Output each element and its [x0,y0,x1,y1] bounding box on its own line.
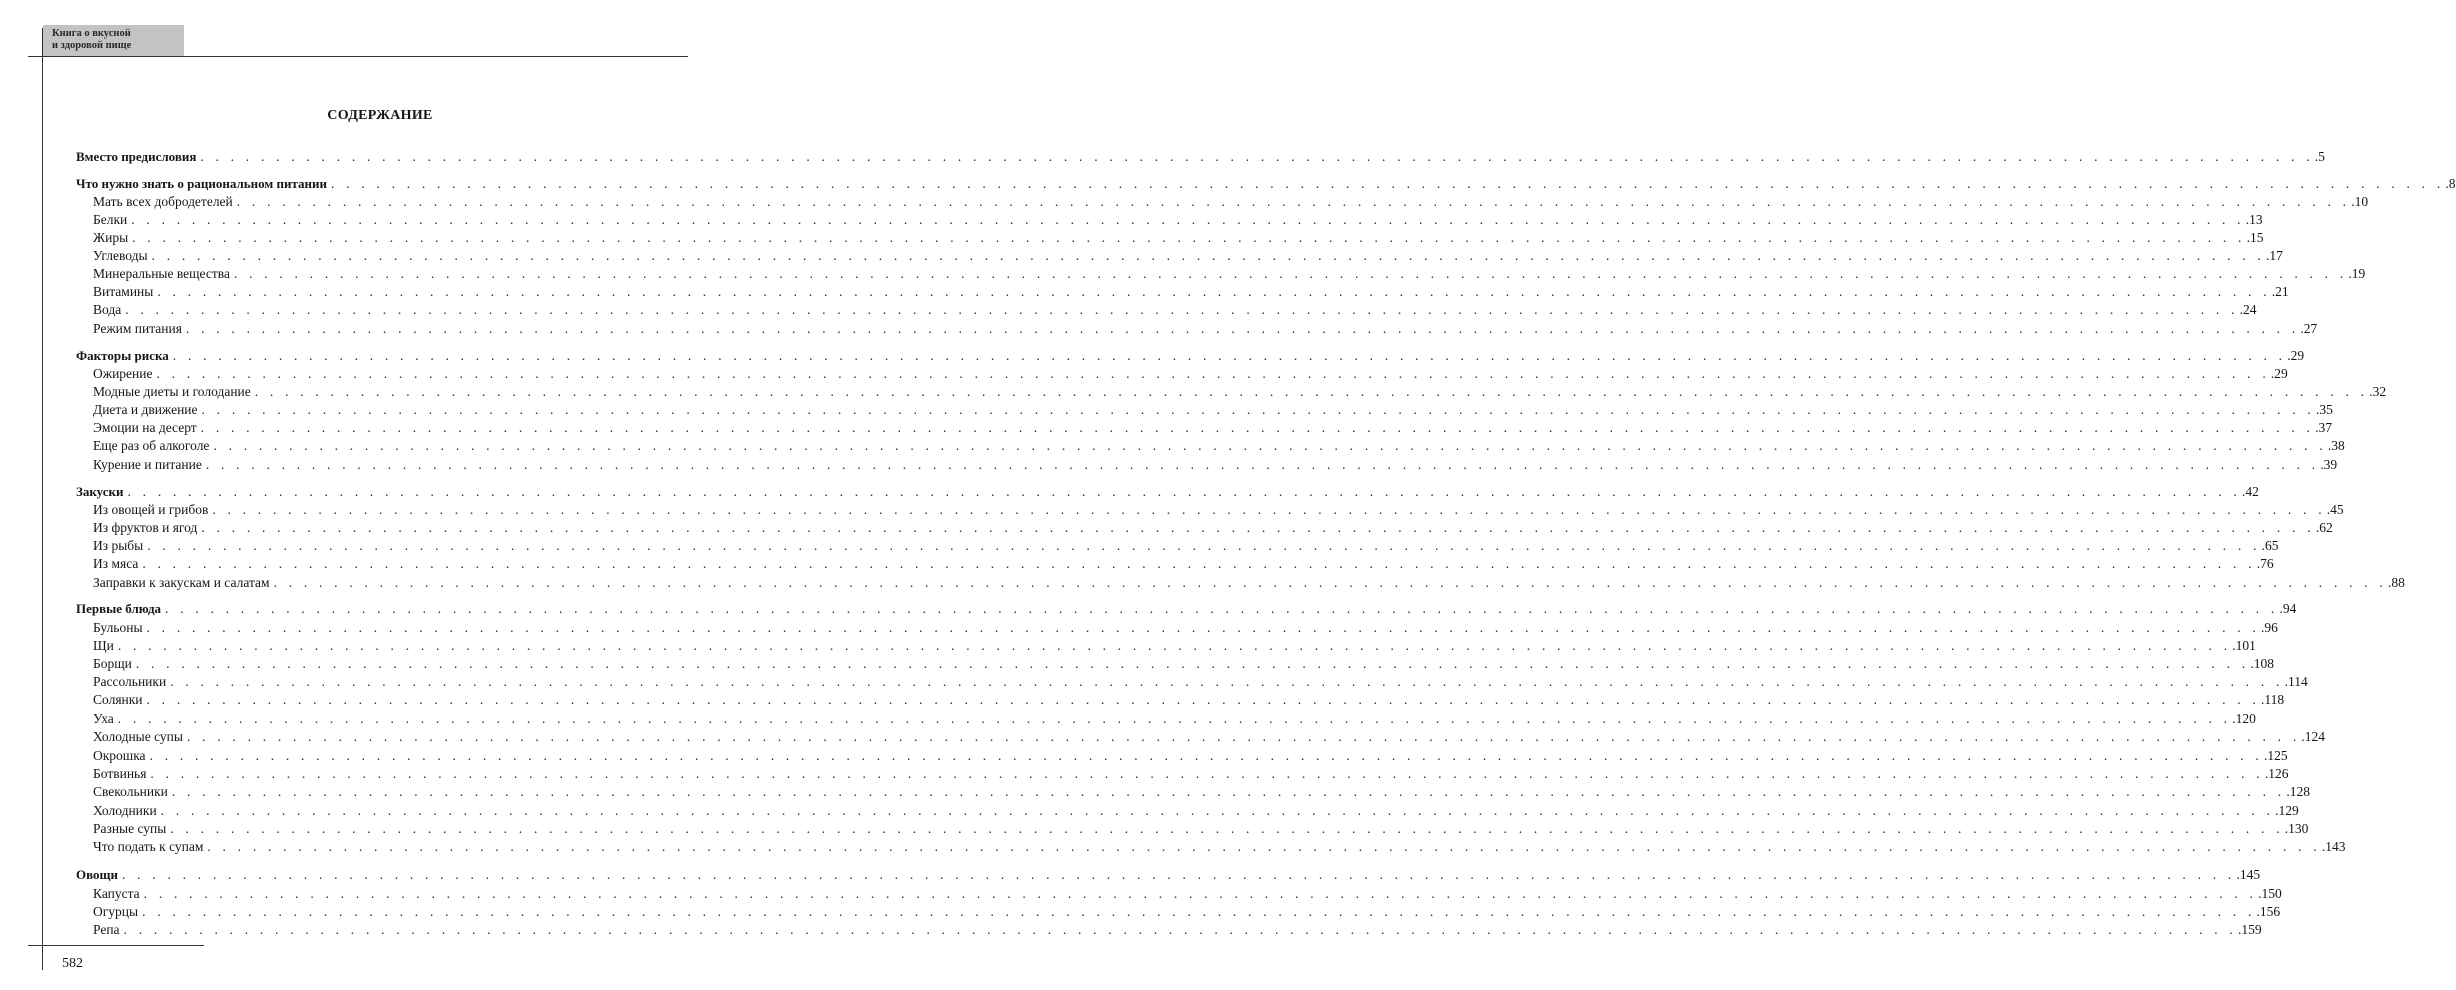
dot-leader: . . . . . . . . . . . . . . . . . . . . . . . . . . . . . . . . . . . . . . . . . . . . . . . . . . . . . . . . . . . . . . . . . . . . . . . . . . . . . . . . . . . . . . . . . . . . . . . . . . . . . . . . . . . . . . . . . . . . . . . . . . . . . . . . . . . . . . . . . . . . [123,922,2237,937]
dot-leader: . . . . . . . . . . . . . . . . . . . . . . . . . . . . . . . . . . . . . . . . . . . . . . . . . . . . . . . . . . . . . . . . . . . . . . . . . . . . . . . . . . . . . . . . . . . . . . . . . . . . . . . . . . . . . . . . . . . . . . . . . . . . . . . . . . . . . . . . . . . . [125,302,2239,317]
toc-entry-page: .108 [2250,656,2274,671]
toc-entry [93,781,2310,799]
toc-entry-label: Из фруктов и ягод [93,520,198,535]
toc-entry-page: .17 [2265,248,2283,263]
toc-entry-label: Минеральные вещества [93,266,230,281]
toc-entry-label: Холодные супы [93,729,183,744]
toc-entry-label: Из овощей и грибов [93,502,209,517]
toc-entry-label: Борщи [93,656,132,671]
dot-leader: . . . . . . . . . . . . . . . . . . . . . . . . . . . . . . . . . . . . . . . . . . . . . . . . . . . . . . . . . . . . . . . . . . . . . . . . . . . . . . . . . . . . . . . . . . . . . . . . . . . . . . . . . . . . . . . . . . . . . . . . . . . . . . . . . . . . . . . . . . . . [156,366,2270,381]
toc-entry-label: Огурцы [93,904,139,919]
toc-entry-page: .32 [2369,384,2387,399]
toc-entry [93,671,2308,689]
toc-entry-label: Режим питания [93,321,182,336]
toc-entry-page: .65 [2261,538,2279,553]
toc-entry-label: Эмоции на десерт [93,420,197,435]
toc-entry-page: .10 [2351,194,2369,209]
dot-leader: . . . . . . . . . . . . . . . . . . . . . . . . . . . . . . . . . . . . . . . . . . . . . . . . . . . . . . . . . . . . . . . . . . . . . . . . . . . . . . . . . . . . . . . . . . . . . . . . . . . . . . . . . . . . . . . . . . . . . . . . . . . . . . . . . . . . . . . . . . . . [236,194,2351,209]
toc-entry [93,800,2299,818]
toc-entry [93,227,2264,245]
toc-entry-page: .118 [2260,692,2285,707]
toc-entry-page: .145 [2236,867,2261,882]
dot-leader: . . . . . . . . . . . . . . . . . . . . . . . . . . . . . . . . . . . . . . . . . . . . . . . . . . . . . . . . . . . . . . . . . . . . . . . . . . . . . . . . . . . . . . . . . . . . . . . . . . . . . . . . . . . . . . . . . . . . . . . . . . . . . . . . . . . . . . . . . . . . [172,348,2287,363]
dot-leader: . . . . . . . . . . . . . . . . . . . . . . . . . . . . . . . . . . . . . . . . . . . . . . . . . . . . . . . . . . . . . . . . . . . . . . . . . . . . . . . . . . . . . . . . . . . . . . . . . . . . . . . . . . . . . . . . . . . . . . . . . . . . . . . . . . . . . . . . . . . . [150,766,2264,781]
toc-entry [93,553,2274,571]
toc-entry [93,263,2366,281]
dot-leader: . . . . . . . . . . . . . . . . . . . . . . . . . . . . . . . . . . . . . . . . . . . . . . . . . . . . . . . . . . . . . . . . . . . . . . . . . . . . . . . . . . . . . . . . . . . . . . . . . . . . . . . . . . . . . . . . . . . . . . . . . . . . . . . . . . . . . . . . . . . . [127,484,2241,499]
toc-entry-page: .76 [2256,556,2274,571]
bottom-rule [28,945,204,946]
toc-entry [93,435,2345,453]
toc-entry-label: Что нужно знать о рациональном питании [76,176,327,191]
toc-entry-label: Рассольники [93,674,167,689]
toc-entry [93,836,2346,854]
toc-entry [93,617,2278,635]
toc-entry [93,689,2285,707]
toc-entry [93,209,2263,227]
toc-entry [93,281,2289,299]
dot-leader: . . . . . . . . . . . . . . . . . . . . . . . . . . . . . . . . . . . . . . . . . . . . . . . . . . . . . . . . . . . . . . . . . . . . . . . . . . . . . . . . . . . . . . . . . . . . . . . . . . . . . . . . . . . . . . . . . . . . . . . . . . . . . . . . . . . . . . . . . . . . [157,284,2271,299]
toc-entry-label: Ботвинья [93,766,147,781]
toc-entry-label: Модные диеты и голодание [93,384,251,399]
toc-entry [93,381,2387,399]
toc-entry-label: Из мяса [93,556,139,571]
toc-entry-label: Ожирение [93,366,153,381]
toc-entry [93,245,2283,263]
toc-entry-page: .8 [2445,176,2456,191]
toc-entry-page: .27 [2300,321,2318,336]
toc-entry-label: Разные супы [93,821,167,836]
dot-leader: . . . . . . . . . . . . . . . . . . . . . . . . . . . . . . . . . . . . . . . . . . . . . . . . . . . . . . . . . . . . . . . . . . . . . . . . . . . . . . . . . . . . . . . . . . . . . . . . . . . . . . . . . . . . . . . . . . . . . . . . . . . . . . . . . . . . . . . . . . . . [201,520,2315,535]
toc-entry-page: .88 [2388,575,2405,590]
toc-entry [93,318,2318,336]
dot-leader: . . . . . . . . . . . . . . . . . . . . . . . . . . . . . . . . . . . . . . . . . . . . . . . . . . . . . . . . . . . . . . . . . . . . . . . . . . . . . . . . . . . . . . . . . . . . . . . . . . . . . . . . . . . . . . . . . . . . . . . . . . . . . . . . . . . . . . . . . . . . [201,402,2315,417]
toc-entry [93,499,2344,517]
toc-entry-page: .130 [2284,821,2309,836]
toc-entry-label: Репа [93,922,120,937]
toc-section-entry [76,481,2259,499]
toc-entry [93,535,2279,553]
running-header [52,28,131,52]
toc-entry-page: .96 [2260,620,2278,635]
toc-entry [93,726,2326,744]
toc-entry-page: .45 [2326,502,2344,517]
toc-entry-page: .38 [2327,438,2345,453]
dot-leader: . . . . . . . . . . . . . . . . . . . . . . . . . . . . . . . . . . . . . . . . . . . . . . . . . . . . . . . . . . . . . . . . . . . . . . . . . . . . . . . . . . . . . . . . . . . . . . . . . . . . . . . . . . . . . . . . . . . . . . . . . . . . . . . . . . . . . . . . . . . . [205,457,2320,472]
toc-entry-label: Курение и питание [93,457,202,472]
dot-leader: . . . . . . . . . . . . . . . . . . . . . . . . . . . . . . . . . . . . . . . . . . . . . . . . . . . . . . . . . . . . . . . . . . . . . . . . . . . . . . . . . . . . . . . . . . . . . . . . . . . . . . . . . . . . . . . . . . . . . . . . . . . . . . . . . . . . . . . . . . . . [165,601,2279,616]
toc-entry-label: Вода [93,302,122,317]
dot-leader: . . . . . . . . . . . . . . . . . . . . . . . . . . . . . . . . . . . . . . . . . . . . . . . . . . . . . . . . . . . . . . . . . . . . . . . . . . . . . . . . . . . . . . . . . . . . . . . . . . . . . . . . . . . . . . . . . . . . . . . . . . . . . . . . . . . . . . . . . . . . [131,212,2245,227]
toc-entry-label: Щи [93,638,114,653]
dot-leader: . . . . . . . . . . . . . . . . . . . . . . . . . . . . . . . . . . . . . . . . . . . . . . . . . . . . . . . . . . . . . . . . . . . . . . . . . . . . . . . . . . . . . . . . . . . . . . . . . . . . . . . . . . . . . . . . . . . . . . . . . . . . . . . . . . . . . . . . . . . . [200,420,2315,435]
toc-entry-page: .128 [2286,784,2310,799]
toc-entry-label: Овощи [76,867,119,882]
dot-leader: . . . . . . . . . . . . . . . . . . . . . . . . . . . . . . . . . . . . . . . . . . . . . . . . . . . . . . . . . . . . . . . . . . . . . . . . . . . . . . . . . . . . . . . . . . . . . . . . . . . . . . . . . . . . . . . . . . . . . . . . . . . . . . . . . . . . . . . . . . . . [122,867,2236,882]
toc-entry-label: Бульоны [93,620,143,635]
toc-entry-page: .37 [2315,420,2332,435]
toc-entry-label: Еще раз об алкоголе [93,438,210,453]
toc-entry-page: .143 [2321,839,2346,854]
dot-leader: . . . . . . . . . . . . . . . . . . . . . . . . . . . . . . . . . . . . . . . . . . . . . . . . . . . . . . . . . . . . . . . . . . . . . . . . . . . . . . . . . . . . . . . . . . . . . . . . . . . . . . . . . . . . . . . . . . . . . . . . . . . . . . . . . . . . . . . . . . . . [142,904,2256,919]
dot-leader: . . . . . . . . . . . . . . . . . . . . . . . . . . . . . . . . . . . . . . . . . . . . . . . . . . . . . . . . . . . . . . . . . . . . . . . . . . . . . . . . . . . . . . . . . . . . . . . . . . . . . . . . . . . . . . . . . . . . . . . . . . . . . . . . . . . . . . . . . . . . [142,556,2256,571]
toc-entry-label: Жиры [93,230,129,245]
dot-leader: . . . . . . . . . . . . . . . . . . . . . . . . . . . . . . . . . . . . . . . . . . . . . . . . . . . . . . . . . . . . . . . . . . . . . . . . . . . . . . . . . . . . . . . . . . . . . . . . . . . . . . . . . . . . . . . . . . . . . . . . . . . . . . . . . . . . . . . . . . . . [213,438,2327,453]
toc-entry-label: Свекольники [93,784,168,799]
toc-entry [93,191,2369,209]
toc-entry-page: .5 [2314,149,2325,164]
toc-entry [93,635,2256,653]
dot-leader: . . . . . . . . . . . . . . . . . . . . . . . . . . . . . . . . . . . . . . . . . . . . . . . . . . . . . . . . . . . . . . . . . . . . . . . . . . . . . . . . . . . . . . . . . . . . . . . . . . . . . . . . . . . . . . . . . . . . . . . . . . . . . . . . . . . . . . . . . . . . [200,149,2314,164]
toc-entry [93,901,2281,919]
toc-entry-page: .35 [2315,402,2333,417]
toc-entry-label: Факторы риска [76,348,169,363]
dot-leader: . . . . . . . . . . . . . . . . . . . . . . . . . . . . . . . . . . . . . . . . . . . . . . . . . . . . . . . . . . . . . . . . . . . . . . . . . . . . . . . . . . . . . . . . . . . . . . . . . . . . . . . . . . . . . . . . . . . . . . . . . . . . . . . . . . . . . . . . . . . . [117,711,2232,726]
toc-entry [93,883,2282,901]
dot-leader: . . . . . . . . . . . . . . . . . . . . . . . . . . . . . . . . . . . . . . . . . . . . . . . . . . . . . . . . . . . . . . . . . . . . . . . . . . . . . . . . . . . . . . . . . . . . . . . . . . . . . . . . . . . . . . . . . . . . . . . . . . . . . . . . . . . . . . . . . . . . [207,839,2321,854]
dot-leader: . . . . . . . . . . . . . . . . . . . . . . . . . . . . . . . . . . . . . . . . . . . . . . . . . . . . . . . . . . . . . . . . . . . . . . . . . . . . . . . . . . . . . . . . . . . . . . . . . . . . . . . . . . . . . . . . . . . . . . . . . . . . . . . . . . . . . . . . . . . . [135,656,2250,671]
toc-section-entry [76,173,2456,191]
toc-entry-label: Закуски [76,484,124,499]
page-number: 582 [62,956,83,971]
toc-entry-page: .101 [2232,638,2256,653]
dot-leader: . . . . . . . . . . . . . . . . . . . . . . . . . . . . . . . . . . . . . . . . . . . . . . . . . . . . . . . . . . . . . . . . . . . . . . . . . . . . . . . . . . . . . . . . . . . . . . . . . . . . . . . . . . . . . . . . . . . . . . . . . . . . . . . . . . . . . . . . . . . . [171,784,2286,799]
toc-entry-label: Витамины [93,284,154,299]
toc-entry [93,299,2257,317]
toc-entry-label: Первые блюда [76,601,162,616]
dot-leader: . . . . . . . . . . . . . . . . . . . . . . . . . . . . . . . . . . . . . . . . . . . . . . . . . . . . . . . . . . . . . . . . . . . . . . . . . . . . . . . . . . . . . . . . . . . . . . . . . . . . . . . . . . . . . . . . . . . . . . . . . . . . . . . . . . . . . . . . . . . . [212,502,2326,517]
toc-entry-page: .124 [2301,729,2326,744]
toc-entry-page: .62 [2315,520,2333,535]
toc-entry-page: .126 [2264,766,2289,781]
toc-entry [93,763,2289,781]
toc-entry-label: Углеводы [93,248,148,263]
toc-entry-page: .114 [2284,674,2308,689]
toc-entry-label: Белки [93,212,128,227]
dot-leader: . . . . . . . . . . . . . . . . . . . . . . . . . . . . . . . . . . . . . . . . . . . . . . . . . . . . . . . . . . . . . . . . . . . . . . . . . . . . . . . . . . . . . . . . . . . . . . . . . . . . . . . . . . . . . . . . . . . . . . . . . . . . . . . . . . . . . . . . . . . . [132,230,2246,245]
left-rule [42,28,43,970]
dot-leader: . . . . . . . . . . . . . . . . . . . . . . . . . . . . . . . . . . . . . . . . . . . . . . . . . . . . . . . . . . . . . . . . . . . . . . . . . . . . . . . . . . . . . . . . . . . . . . . . . . . . . . . . . . . . . . . . . . . . . . . . . . . . . . . . . . . . . . . . . . . . [146,692,2260,707]
dot-leader: . . . . . . . . . . . . . . . . . . . . . . . . . . . . . . . . . . . . . . . . . . . . . . . . . . . . . . . . . . . . . . . . . . . . . . . . . . . . . . . . . . . . . . . . . . . . . . . . . . . . . . . . . . . . . . . . . . . . . . . . . . . . . . . . . . . . . . . . . . . . [233,266,2348,281]
running-header-line-1: Книга о вкусной [52,28,131,39]
top-rule [28,56,688,57]
page-title: СОДЕРЖАНИЕ [327,108,433,123]
toc-entry-label: Холодники [93,803,157,818]
toc-entry-label: Окрошка [93,748,146,763]
toc-entry-page: .39 [2320,457,2338,472]
toc-entry-page: .13 [2245,212,2263,227]
dot-leader: . . . . . . . . . . . . . . . . . . . . . . . . . . . . . . . . . . . . . . . . . . . . . . . . . . . . . . . . . . . . . . . . . . . . . . . . . . . . . . . . . . . . . . . . . . . . . . . . . . . . . . . . . . . . . . . . . . . . . . . . . . . . . . . . . . . . . . . . . . . . [170,821,2284,836]
toc-entry [93,919,2262,937]
toc-entry-page: .156 [2256,904,2281,919]
toc-entry-page: .24 [2239,302,2257,317]
toc-entry-label: Диета и движение [93,402,198,417]
toc-entry-label: Солянки [93,692,143,707]
toc-entry [93,454,2338,472]
toc-entry [93,417,2332,435]
dot-leader: . . . . . . . . . . . . . . . . . . . . . . . . . . . . . . . . . . . . . . . . . . . . . . . . . . . . . . . . . . . . . . . . . . . . . . . . . . . . . . . . . . . . . . . . . . . . . . . . . . . . . . . . . . . . . . . . . . . . . . . . . . . . . . . . . . . . . . . . . . . . [117,638,2232,653]
toc-section-entry [76,864,2261,882]
toc-entry-label: Заправки к закускам и салатам [93,575,270,590]
toc-entry-page: .29 [2287,348,2305,363]
dot-leader: . . . . . . . . . . . . . . . . . . . . . . . . . . . . . . . . . . . . . . . . . . . . . . . . . . . . . . . . . . . . . . . . . . . . . . . . . . . . . . . . . . . . . . . . . . . . . . . . . . . . . . . . . . . . . . . . . . . . . . . . . . . . . . . . . . . . . . . . . . . . [151,248,2265,263]
dot-leader: . . . . . . . . . . . . . . . . . . . . . . . . . . . . . . . . . . . . . . . . . . . . . . . . . . . . . . . . . . . . . . . . . . . . . . . . . . . . . . . . . . . . . . . . . . . . . . . . . . . . . . . . . . . . . . . . . . . . . . . . . . . . . . . . . . . . . . . . . . . . [143,886,2258,901]
toc-entry-page: .129 [2275,803,2299,818]
dot-leader: . . . . . . . . . . . . . . . . . . . . . . . . . . . . . . . . . . . . . . . . . . . . . . . . . . . . . . . . . . . . . . . . . . . . . . . . . . . . . . . . . . . . . . . . . . . . . . . . . . . . . . . . . . . . . . . . . . . . . . . . . . . . . . . . . . . . . . . . . . . . [149,748,2263,763]
toc-entry-label: Мать всех добродетелей [93,194,233,209]
toc-entry-label: Что подать к супам [93,839,204,854]
dot-leader: . . . . . . . . . . . . . . . . . . . . . . . . . . . . . . . . . . . . . . . . . . . . . . . . . . . . . . . . . . . . . . . . . . . . . . . . . . . . . . . . . . . . . . . . . . . . . . . . . . . . . . . . . . . . . . . . . . . . . . . . . . . . . . . . . . . . . . . . . . . . [146,620,2260,635]
toc-entry-page: .125 [2264,748,2288,763]
dot-leader: . . . . . . . . . . . . . . . . . . . . . . . . . . . . . . . . . . . . . . . . . . . . . . . . . . . . . . . . . . . . . . . . . . . . . . . . . . . . . . . . . . . . . . . . . . . . . . . . . . . . . . . . . . . . . . . . . . . . . . . . . . . . . . . . . . . . . . . . . . . . [186,729,2301,744]
dot-leader: . . . . . . . . . . . . . . . . . . . . . . . . . . . . . . . . . . . . . . . . . . . . . . . . . . . . . . . . . . . . . . . . . . . . . . . . . . . . . . . . . . . . . . . . . . . . . . . . . . . . . . . . . . . . . . . . . . . . . . . . . . . . . . . . . . . . . . . . . . . . [170,674,2284,689]
toc-entry [93,818,2309,836]
dot-leader: . . . . . . . . . . . . . . . . . . . . . . . . . . . . . . . . . . . . . . . . . . . . . . . . . . . . . . . . . . . . . . . . . . . . . . . . . . . . . . . . . . . . . . . . . . . . . . . . . . . . . . . . . . . . . . . . . . . . . . . . . . . . . . . . . . . . . . . . . . . . [330,176,2445,191]
toc-entry-page: .120 [2232,711,2256,726]
toc-entry-label: Вместо предисловия [76,149,197,164]
toc-entry [93,363,2288,381]
toc-entry-page: .159 [2237,922,2262,937]
toc-entry [93,653,2274,671]
toc-entry-label: Из рыбы [93,538,144,553]
toc-entry-page: .21 [2271,284,2289,299]
dot-leader: . . . . . . . . . . . . . . . . . . . . . . . . . . . . . . . . . . . . . . . . . . . . . . . . . . . . . . . . . . . . . . . . . . . . . . . . . . . . . . . . . . . . . . . . . . . . . . . . . . . . . . . . . . . . . . . . . . . . . . . . . . . . . . . . . . . . . . . . . . . . [273,575,2387,590]
toc-section-entry [76,146,2325,164]
toc-section-entry [76,598,2297,616]
toc-entry [93,399,2333,417]
dot-leader: . . . . . . . . . . . . . . . . . . . . . . . . . . . . . . . . . . . . . . . . . . . . . . . . . . . . . . . . . . . . . . . . . . . . . . . . . . . . . . . . . . . . . . . . . . . . . . . . . . . . . . . . . . . . . . . . . . . . . . . . . . . . . . . . . . . . . . . . . . . . [147,538,2261,553]
toc-entry-label: Капуста [93,886,140,901]
toc-section-entry [76,345,2305,363]
toc-entry [93,517,2333,535]
toc-entry-page: .150 [2258,886,2282,901]
toc-entry [93,572,2405,590]
dot-leader: . . . . . . . . . . . . . . . . . . . . . . . . . . . . . . . . . . . . . . . . . . . . . . . . . . . . . . . . . . . . . . . . . . . . . . . . . . . . . . . . . . . . . . . . . . . . . . . . . . . . . . . . . . . . . . . . . . . . . . . . . . . . . . . . . . . . . . . . . . . . [185,321,2300,336]
toc-entry-page: .19 [2348,266,2366,281]
dot-leader: . . . . . . . . . . . . . . . . . . . . . . . . . . . . . . . . . . . . . . . . . . . . . . . . . . . . . . . . . . . . . . . . . . . . . . . . . . . . . . . . . . . . . . . . . . . . . . . . . . . . . . . . . . . . . . . . . . . . . . . . . . . . . . . . . . . . . . . . . . . . [254,384,2369,399]
toc-entry [93,745,2288,763]
dot-leader: . . . . . . . . . . . . . . . . . . . . . . . . . . . . . . . . . . . . . . . . . . . . . . . . . . . . . . . . . . . . . . . . . . . . . . . . . . . . . . . . . . . . . . . . . . . . . . . . . . . . . . . . . . . . . . . . . . . . . . . . . . . . . . . . . . . . . . . . . . . . [160,803,2275,818]
toc-entry-page: .15 [2246,230,2264,245]
toc-entry-page: .29 [2270,366,2288,381]
toc-entry-label: Уха [93,711,114,726]
running-header-line-2: и здоровой пище [52,40,132,51]
toc-entry-page: .94 [2279,601,2297,616]
toc-entry [93,708,2256,726]
toc-entry-page: .42 [2241,484,2259,499]
